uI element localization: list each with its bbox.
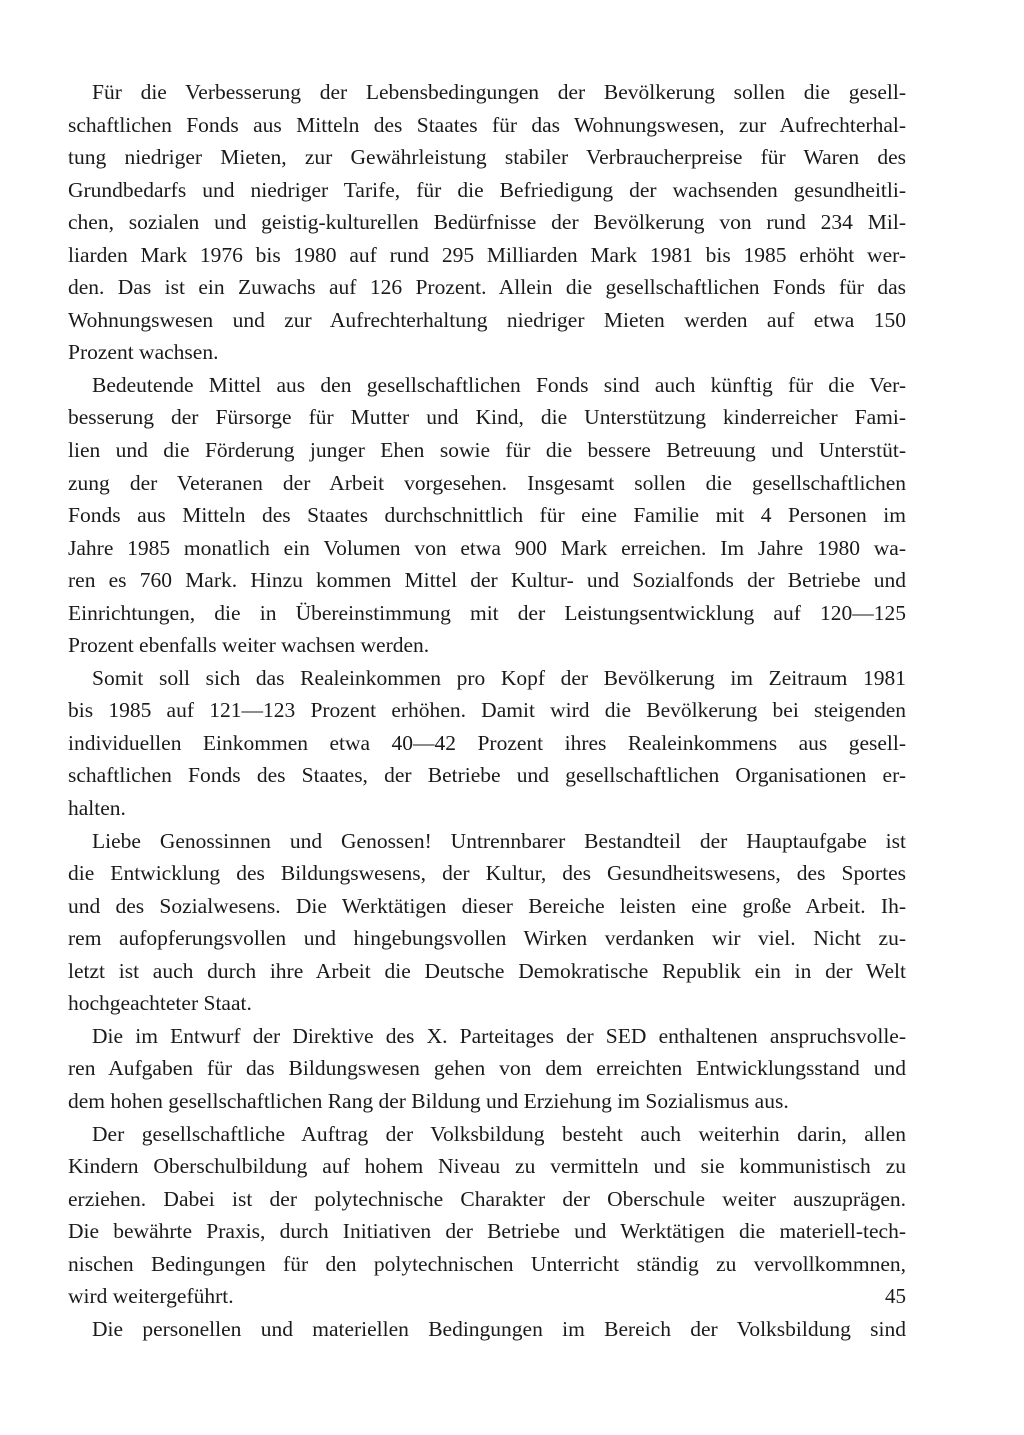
text-line: Die im Entwurf der Direktive des X. Parteitages der SED enthaltenen anspruchsvolle- [92,1023,906,1048]
text-line: lien und die Förderung junger Ehen sowie für die bessere Betreuung und Unterstüt- [68,438,906,463]
text-line: Jahre 1985 monatlich ein Volumen von etwa 900 Mark erreichen. Im Jahre 1980 wa- [68,535,906,560]
text-line: halten. [68,796,126,821]
text-line: Prozent ebenfalls weiter wachsen werden. [68,633,430,658]
page-number: 45 [885,1284,906,1308]
paragraph [68,825,906,1020]
paragraph [68,76,906,369]
page-body [68,76,906,1345]
text-line: und des Sozialwesens. Die Werktätigen dieser Bereiche leisten eine große Arbeit. Ih- [68,893,906,918]
text-line: hochgeachteter Staat. [68,991,252,1016]
text-line: individuellen Einkommen etwa 40—42 Prozent ihres Realeinkommens aus gesell- [68,730,906,755]
text-line: Der gesellschaftliche Auftrag der Volksbildung besteht auch weiterhin darin, allen [92,1121,906,1146]
text-line: Für die Verbesserung der Lebensbedingungen der Bevölkerung sollen die gesell- [92,80,906,104]
paragraph [68,1313,906,1346]
text-line: Einrichtungen, die in Übereinstimmung mit der Leistungsentwicklung auf 120—125 [68,600,906,625]
paragraph [68,1118,906,1313]
text-line: Liebe Genossinnen und Genossen! Untrennbarer Bestandteil der Hauptaufgabe ist [92,828,906,853]
text-line: die Entwicklung des Bildungswesens, der Kultur, des Gesundheitswesens, des Sportes [68,861,906,886]
text-line: Somit soll sich das Realeinkommen pro Kopf der Bevölkerung im Zeitraum 1981 [92,665,906,690]
text-line: letzt ist auch durch ihre Arbeit die Deutsche Demokratische Republik ein in der Welt [68,958,906,983]
text-line: ren es 760 Mark. Hinzu kommen Mittel der Kultur- und Sozialfonds der Betriebe und [68,568,906,593]
text-line: schaftlichen Fonds des Staates, der Betriebe und gesellschaftlichen Organisationen er- [68,763,906,788]
text-line: Kindern Oberschulbildung auf hohem Niveau zu vermitteln und sie kommunistisch zu [68,1154,906,1179]
text-line: Grundbedarfs und niedriger Tarife, für die Befriedigung der wachsenden gesundheitli- [68,177,906,202]
text-line: dem hohen gesellschaftlichen Rang der Bildung und Erziehung im Sozialismus aus. [68,1088,789,1113]
text-line: Die personellen und materiellen Bedingungen im Bereich der Volksbildung sind [92,1316,906,1341]
text-line: chen, sozialen und geistig-kulturellen Bedürfnisse der Bevölkerung von rund 234 Mil- [68,210,906,235]
text-line: Die bewährte Praxis, durch Initiativen der Betriebe und Werktätigen die materiell-tech- [68,1219,906,1244]
text-line: ren Aufgaben für das Bildungswesen gehen von dem erreichten Entwicklungsstand und [68,1056,906,1081]
paragraph [68,1020,906,1118]
text-line: Fonds aus Mitteln des Staates durchschnittlich für eine Familie mit 4 Personen im [68,503,906,528]
text-line: den. Das ist ein Zuwachs auf 126 Prozent. Allein die gesellschaftlichen Fonds für das [68,275,906,300]
paragraph [68,369,906,662]
text-line: erziehen. Dabei ist der polytechnische Charakter der Oberschule weiter auszuprägen. [68,1186,906,1211]
text-line: nischen Bedingungen für den polytechnischen Unterricht ständig zu vervollkommnen, [68,1251,906,1276]
text-line: wird weitergeführt. [68,1284,234,1309]
text-line: besserung der Fürsorge für Mutter und Kind, die Unterstützung kinderreicher Fami- [68,405,906,430]
text-line: rem aufopferungsvollen und hingebungsvollen Wirken verdanken wir viel. Nicht zu- [68,926,906,951]
text-line: zung der Veteranen der Arbeit vorgesehen. Insgesamt sollen die gesellschaftlichen [68,470,906,495]
text-line: Bedeutende Mittel aus den gesellschaftlichen Fonds sind auch künftig für die Ver- [92,372,906,397]
text-line: Wohnungswesen und zur Aufrechterhaltung niedriger Mieten werden auf etwa 150 [68,307,906,332]
text-line: liarden Mark 1976 bis 1980 auf rund 295 Milliarden Mark 1981 bis 1985 erhöht wer- [68,242,906,267]
text-line: schaftlichen Fonds aus Mitteln des Staates für das Wohnungswesen, zur Aufrechterhal- [68,112,906,137]
paragraph [68,662,906,825]
text-line: bis 1985 auf 121—123 Prozent erhöhen. Damit wird die Bevölkerung bei steigenden [68,698,906,723]
text-line: Prozent wachsen. [68,340,219,365]
text-line: tung niedriger Mieten, zur Gewährleistung stabiler Verbraucherpreise für Waren des [68,145,906,170]
